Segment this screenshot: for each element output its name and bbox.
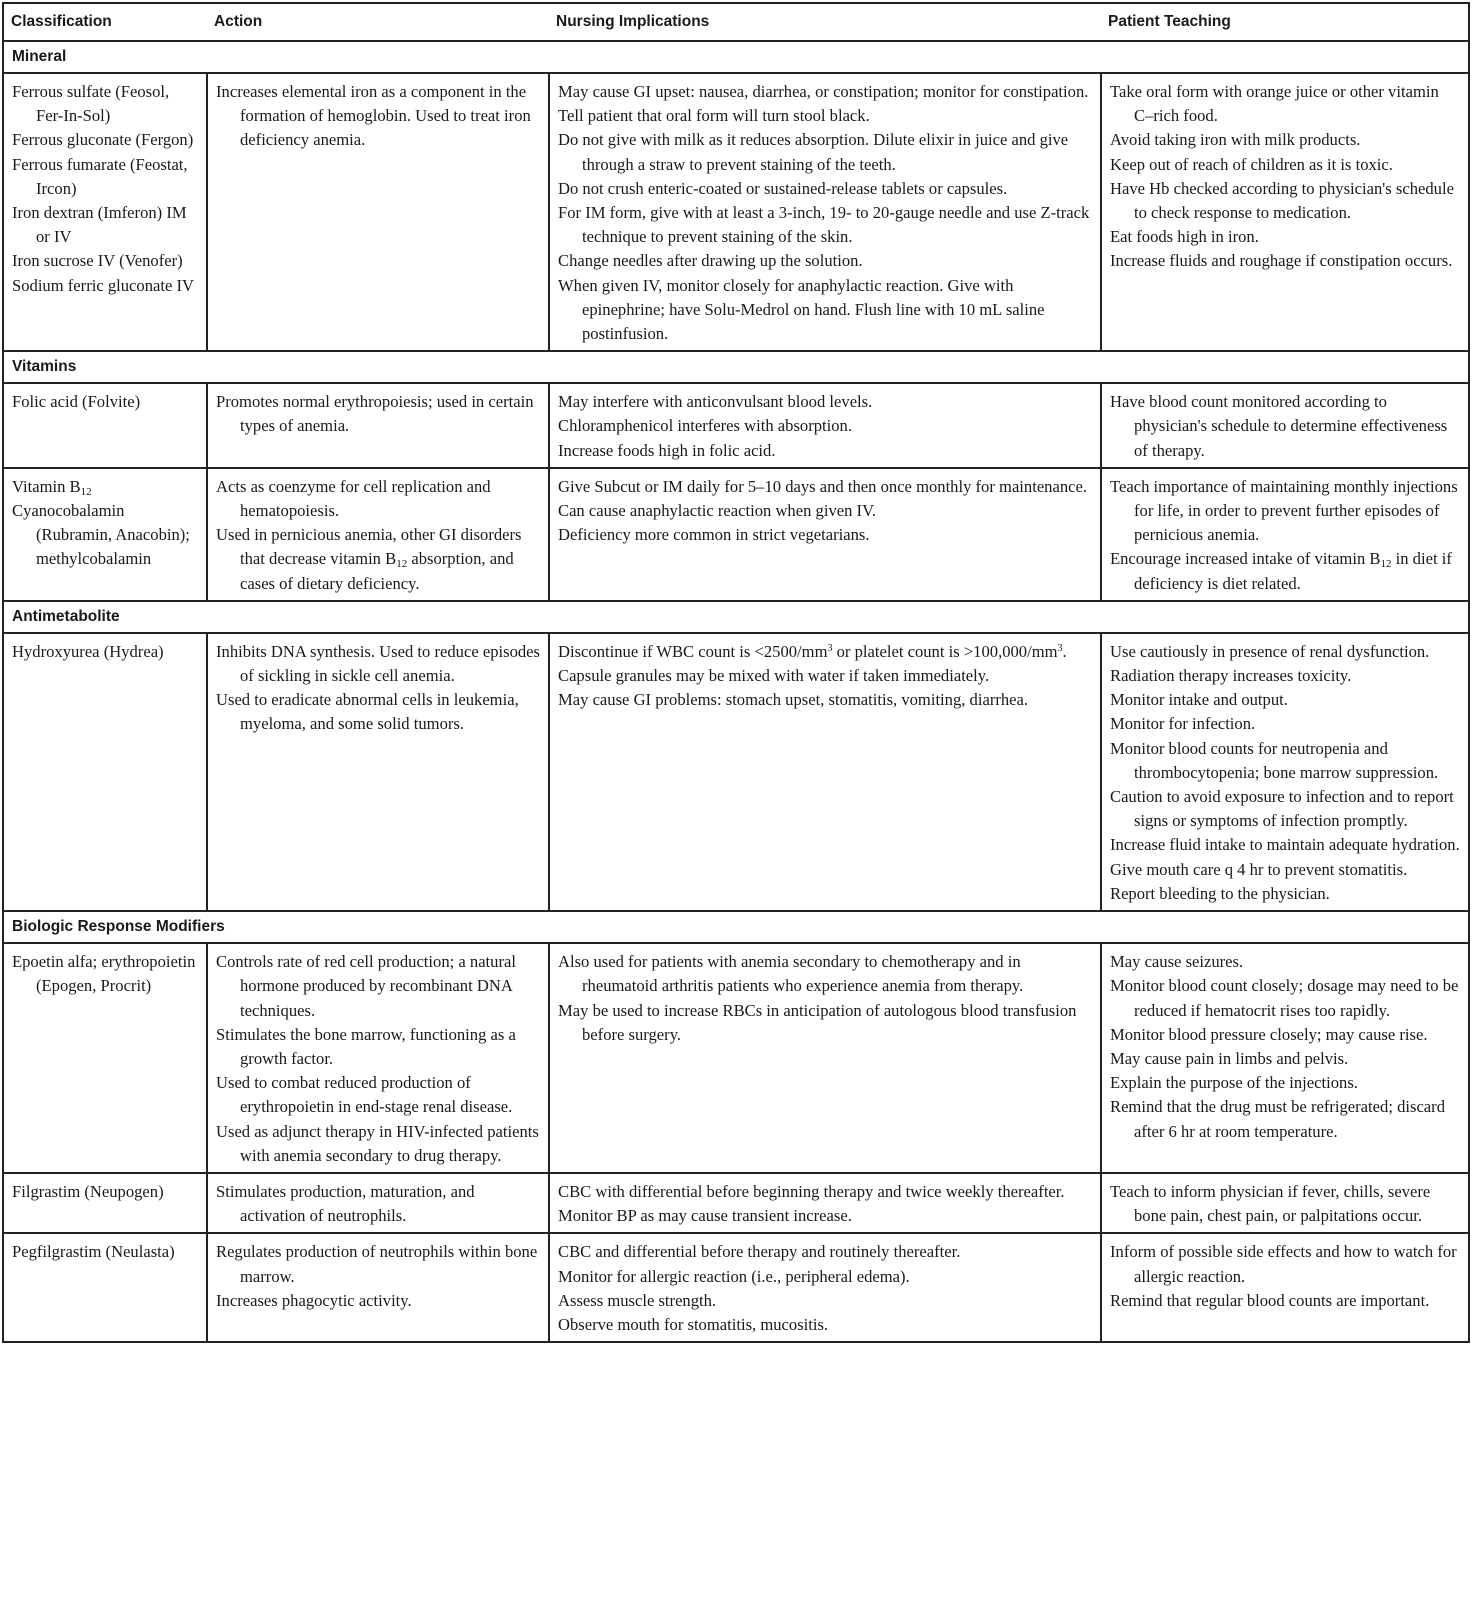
cell-line: Regulates production of neutrophils within bone marrow. — [216, 1242, 538, 1286]
cell-line: Teach importance of maintaining monthly injections for life, in order to prevent further episodes of pernicious anemia. — [1110, 476, 1458, 545]
nursing-implications-cell — [549, 468, 1101, 601]
cell-line: Do not give with milk as it reduces absorption. Dilute elixir in juice and give through a straw to prevent staining of the teeth. — [558, 130, 1069, 174]
cell-line: Encourage increased intake of vitamin $B_{12}$ in diet if deficiency is diet related. — [1110, 549, 1452, 593]
nursing-implications-cell — [549, 1173, 1101, 1233]
cell-line: Ferrous gluconate (Fergon) — [12, 130, 194, 150]
table-row — [3, 943, 1469, 1173]
cell-line: Monitor blood count closely; dosage may need to be reduced if hematocrit rises too rapidly. — [1110, 976, 1459, 1020]
cell-line: Stimulates the bone marrow, functioning as a growth factor. — [216, 1024, 516, 1068]
section-title: Mineral — [3, 41, 1469, 73]
cell-line: Increase foods high in folic acid. — [558, 440, 776, 460]
classification-cell — [3, 633, 207, 911]
cell-line: Monitor blood counts for neutropenia and thrombocytopenia; bone marrow suppression. — [1110, 738, 1439, 782]
cell-line: CBC and differential before therapy and routinely thereafter. — [558, 1242, 961, 1262]
cell-line: Pegfilgrastim (Neulasta) — [12, 1242, 175, 1262]
cell-line: Cyanocobalamin (Rubramin, Anacobin); methylcobalamin — [12, 501, 190, 569]
classification-cell — [3, 73, 207, 351]
cell-line: Iron sucrose IV (Venofer) — [12, 251, 183, 271]
cell-line: Explain the purpose of the injections. — [1110, 1073, 1358, 1093]
cell-line: May cause pain in limbs and pelvis. — [1110, 1048, 1349, 1068]
cell-line: Promotes normal erythropoiesis; used in certain types of anemia. — [216, 392, 534, 436]
table-row — [3, 468, 1469, 601]
patient-teaching-cell — [1101, 73, 1469, 351]
patient-teaching-cell — [1101, 1233, 1469, 1342]
cell-line: Assess muscle strength. — [558, 1290, 717, 1310]
cell-line: Have blood count monitored according to physician's schedule to determine effectiveness of therapy. — [1110, 392, 1448, 460]
cell-line: Report bleeding to the physician. — [1110, 883, 1330, 903]
action-cell — [207, 633, 549, 911]
cell-line: Controls rate of red cell production; a natural hormone produced by recombinant DNA techniques. — [216, 952, 516, 1020]
cell-line: Avoid taking iron with milk products. — [1110, 130, 1361, 150]
cell-line: Teach to inform physician if fever, chills, severe bone pain, chest pain, or palpitations occur. — [1110, 1181, 1431, 1226]
cell-line: Hydroxyurea (Hydrea) — [12, 641, 164, 661]
cell-line: Increases phagocytic activity. — [216, 1290, 412, 1310]
cell-line: Give Subcut or IM daily for 5–10 days and then once monthly for maintenance. — [558, 476, 1088, 496]
cell-line: Increases elemental iron as a component in the formation of hemoglobin. Used to treat iron deficiency anemia. — [216, 82, 531, 150]
cell-line: Used in pernicious anemia, other GI disorders that decrease vitamin $B_{12}$ absorption, and cases of dietary deficiency. — [216, 525, 522, 593]
cell-line: Iron dextran (Imferon) IM or IV — [12, 203, 187, 247]
action-cell — [207, 1233, 549, 1342]
action-cell — [207, 73, 549, 351]
patient-teaching-cell — [1101, 633, 1469, 911]
cell-line: Give mouth care q 4 hr to prevent stomatitis. — [1110, 859, 1408, 879]
cell-line: Chloramphenicol interferes with absorption. — [558, 416, 853, 436]
cell-line: Also used for patients with anemia secondary to chemotherapy and in rheumatoid arthritis patients who experience anemia from therapy. — [558, 952, 1024, 996]
cell-line: Monitor BP as may cause transient increase. — [558, 1206, 852, 1226]
cell-line: Increase fluids and roughage if constipation occurs. — [1110, 251, 1453, 271]
header-row — [3, 3, 1469, 41]
action-cell — [207, 468, 549, 601]
patient-teaching-cell — [1101, 1173, 1469, 1233]
cell-line: Remind that regular blood counts are important. — [1110, 1290, 1430, 1310]
table-body — [3, 41, 1469, 1342]
classification-cell — [3, 383, 207, 468]
section-row — [3, 911, 1469, 943]
nursing-implications-cell — [549, 383, 1101, 468]
section-title: Biologic Response Modifiers — [3, 911, 1469, 943]
cell-line: May cause GI upset: nausea, diarrhea, or constipation; monitor for constipation. — [558, 82, 1089, 101]
cell-line: Acts as coenzyme for cell replication and hematopoiesis. — [216, 476, 491, 521]
cell-line: Used to combat reduced production of erythropoietin in end-stage renal disease. — [216, 1073, 513, 1117]
action-cell — [207, 943, 549, 1173]
cell-line: Epoetin alfa; erythropoietin (Epogen, Procrit) — [12, 952, 196, 996]
action-cell — [207, 1173, 549, 1233]
patient-teaching-cell — [1101, 383, 1469, 468]
cell-line: Remind that the drug must be refrigerated; discard after 6 hr at room temperature. — [1110, 1097, 1445, 1141]
patient-teaching-cell — [1101, 943, 1469, 1173]
table-row — [3, 383, 1469, 468]
cell-line: Radiation therapy increases toxicity. — [1110, 666, 1352, 686]
cell-line: May cause GI problems: stomach upset, stomatitis, vomiting, diarrhea. — [558, 690, 1029, 710]
cell-line: Monitor intake and output. — [1110, 690, 1288, 710]
cell-line: Tell patient that oral form will turn stool black. — [558, 106, 870, 126]
cell-line: Vitamin $B_{12}$ — [12, 476, 92, 498]
table-row — [3, 633, 1469, 911]
cell-line: Can cause anaphylactic reaction when given IV. — [558, 501, 877, 521]
drug-table — [2, 2, 1470, 1343]
classification-cell — [3, 468, 207, 601]
section-row — [3, 41, 1469, 73]
cell-line: For IM form, give with at least a 3-inch, 19- to 20-gauge needle and use Z-track technique to prevent staining of the skin. — [558, 203, 1090, 247]
cell-line: Deficiency more common in strict vegetarians. — [558, 525, 870, 545]
action-cell — [207, 383, 549, 468]
cell-line: Take oral form with orange juice or other vitamin C–rich food. — [1110, 82, 1439, 126]
cell-line: Use cautiously in presence of renal dysfunction. — [1110, 641, 1430, 661]
section-row — [3, 351, 1469, 383]
patient-teaching-cell — [1101, 468, 1469, 601]
cell-line: Eat foods high in iron. — [1110, 227, 1259, 247]
classification-cell — [3, 1173, 207, 1233]
nursing-implications-cell — [549, 633, 1101, 911]
cell-line: When given IV, monitor closely for anaphylactic reaction. Give with epinephrine; have Solu-Medrol on hand. Flush line with 10 mL saline postinfusion. — [558, 275, 1045, 344]
classification-cell — [3, 943, 207, 1173]
cell-line: Monitor for infection. — [1110, 714, 1256, 734]
cell-line: Discontinue if WBC count is $<2500/mm^3$ or platelet count is $>100,000/mm^3$. — [558, 641, 1067, 661]
cell-line: May cause seizures. — [1110, 952, 1244, 972]
cell-line: Increase fluid intake to maintain adequate hydration. — [1110, 835, 1460, 855]
cell-line: Used as adjunct therapy in HIV-infected patients with anemia secondary to drug therapy. — [216, 1121, 539, 1165]
cell-line: Ferrous fumarate (Feostat, Ircon) — [12, 154, 188, 198]
cell-line: Stimulates production, maturation, and activation of neutrophils. — [216, 1181, 475, 1226]
cell-line: May interfere with anticonvulsant blood levels. — [558, 392, 873, 412]
header-patient-teaching: Patient Teaching — [1101, 3, 1469, 41]
section-row — [3, 601, 1469, 633]
cell-line: Monitor blood pressure closely; may cause rise. — [1110, 1024, 1428, 1044]
classification-cell — [3, 1233, 207, 1342]
table-row — [3, 1173, 1469, 1233]
header-action: Action — [207, 3, 549, 41]
cell-line: Caution to avoid exposure to infection and to report signs or symptoms of infection promptly. — [1110, 787, 1454, 831]
header-nursing-implications: Nursing Implications — [549, 3, 1101, 41]
cell-line: Have Hb checked according to physician's schedule to check response to medication. — [1110, 178, 1454, 223]
nursing-implications-cell — [549, 73, 1101, 351]
cell-line: Inform of possible side effects and how to watch for allergic reaction. — [1110, 1242, 1457, 1286]
cell-line: Sodium ferric gluconate IV — [12, 275, 195, 295]
table-row — [3, 73, 1469, 351]
nursing-implications-cell — [549, 1233, 1101, 1342]
header-classification: Classification — [3, 3, 207, 41]
section-title: Vitamins — [3, 351, 1469, 383]
cell-line: Inhibits DNA synthesis. Used to reduce episodes of sickling in sickle cell anemia. — [216, 641, 540, 686]
cell-line: Change needles after drawing up the solution. — [558, 251, 863, 271]
cell-line: Keep out of reach of children as it is toxic. — [1110, 154, 1393, 174]
section-title: Antimetabolite — [3, 601, 1469, 633]
cell-line: Ferrous sulfate (Feosol, Fer-In-Sol) — [12, 82, 170, 126]
cell-line: Used to eradicate abnormal cells in leukemia, myeloma, and some solid tumors. — [216, 690, 519, 734]
cell-line: Monitor for allergic reaction (i.e., peripheral edema). — [558, 1266, 910, 1286]
nursing-implications-cell — [549, 943, 1101, 1173]
cell-line: May be used to increase RBCs in anticipation of autologous blood transfusion before surgery. — [558, 1000, 1077, 1044]
table-row — [3, 1233, 1469, 1342]
cell-line: Folic acid (Folvite) — [12, 392, 141, 412]
cell-line: Do not crush enteric-coated or sustained-release tablets or capsules. — [558, 178, 1008, 198]
cell-line: CBC with differential before beginning therapy and twice weekly thereafter. — [558, 1181, 1065, 1201]
cell-line: Observe mouth for stomatitis, mucositis. — [558, 1314, 829, 1334]
cell-line: Filgrastim (Neupogen) — [12, 1181, 164, 1201]
cell-line: Capsule granules may be mixed with water if taken immediately. — [558, 666, 990, 686]
